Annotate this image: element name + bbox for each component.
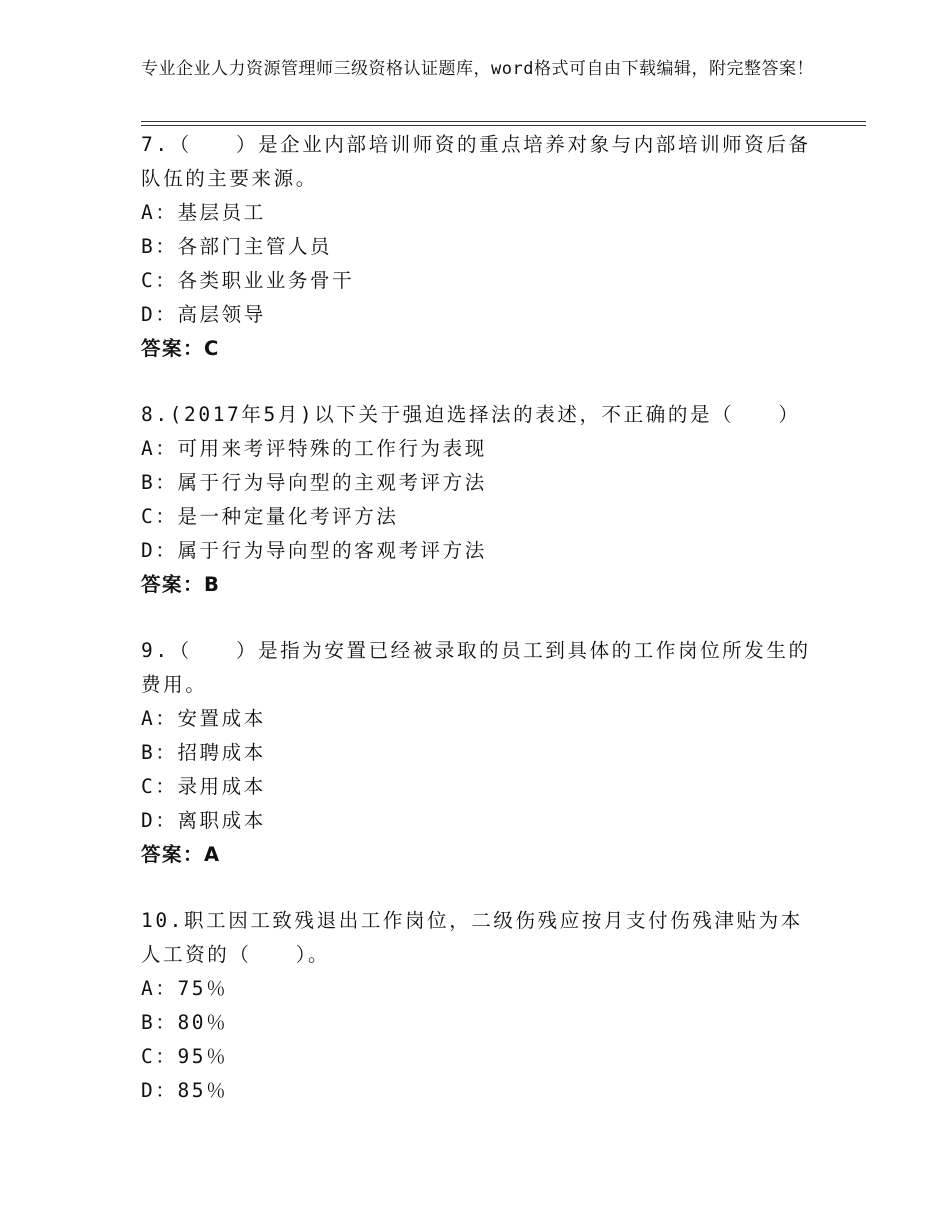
- option-b: B：80％: [141, 1011, 229, 1034]
- option-b: B：各部门主管人员: [141, 235, 333, 258]
- question-9: [141, 634, 821, 872]
- page-header: 专业企业人力资源管理师三级资格认证题库，word格式可自由下载编辑，附完整答案！: [141, 59, 814, 79]
- question-list: [141, 128, 821, 1140]
- option-a: A：基层员工: [141, 201, 266, 224]
- option-d: D：离职成本: [141, 809, 266, 832]
- question-10: [141, 904, 821, 1108]
- answer-line: 答案：B: [141, 573, 221, 596]
- option-d: D：属于行为导向型的客观考评方法: [141, 539, 487, 562]
- question-stem: 8.(2017年5月)以下关于强迫选择法的表述，不正确的是（ ）: [141, 403, 801, 426]
- question-stem: 9.（ ）是指为安置已经被录取的员工到具体的工作岗位所发生的费用。: [141, 639, 811, 696]
- answer-line: 答案：A: [141, 843, 221, 866]
- option-a: A：可用来考评特殊的工作行为表现: [141, 437, 487, 460]
- option-d: D：高层领导: [141, 303, 266, 326]
- header-rule-top: [141, 121, 866, 122]
- option-c: C：各类职业业务骨干: [141, 269, 355, 292]
- question-stem: 10.职工因工致残退出工作岗位，二级伤残应按月支付伤残津贴为本人工资的（ ）。: [141, 909, 803, 966]
- header-rule-bottom: [141, 125, 866, 126]
- option-c: C：95％: [141, 1045, 229, 1068]
- option-d: D：85％: [141, 1079, 229, 1102]
- answer-line: 答案：C: [141, 337, 220, 360]
- option-a: A：安置成本: [141, 707, 266, 730]
- option-a: A：75％: [141, 977, 229, 1000]
- option-c: C：是一种定量化考评方法: [141, 505, 399, 528]
- option-b: B：属于行为导向型的主观考评方法: [141, 471, 487, 494]
- option-c: C：录用成本: [141, 775, 266, 798]
- option-b: B：招聘成本: [141, 741, 266, 764]
- question-8: [141, 398, 821, 602]
- question-stem: 7.（ ）是企业内部培训师资的重点培养对象与内部培训师资后备队伍的主要来源。: [141, 133, 811, 190]
- question-7: [141, 128, 821, 366]
